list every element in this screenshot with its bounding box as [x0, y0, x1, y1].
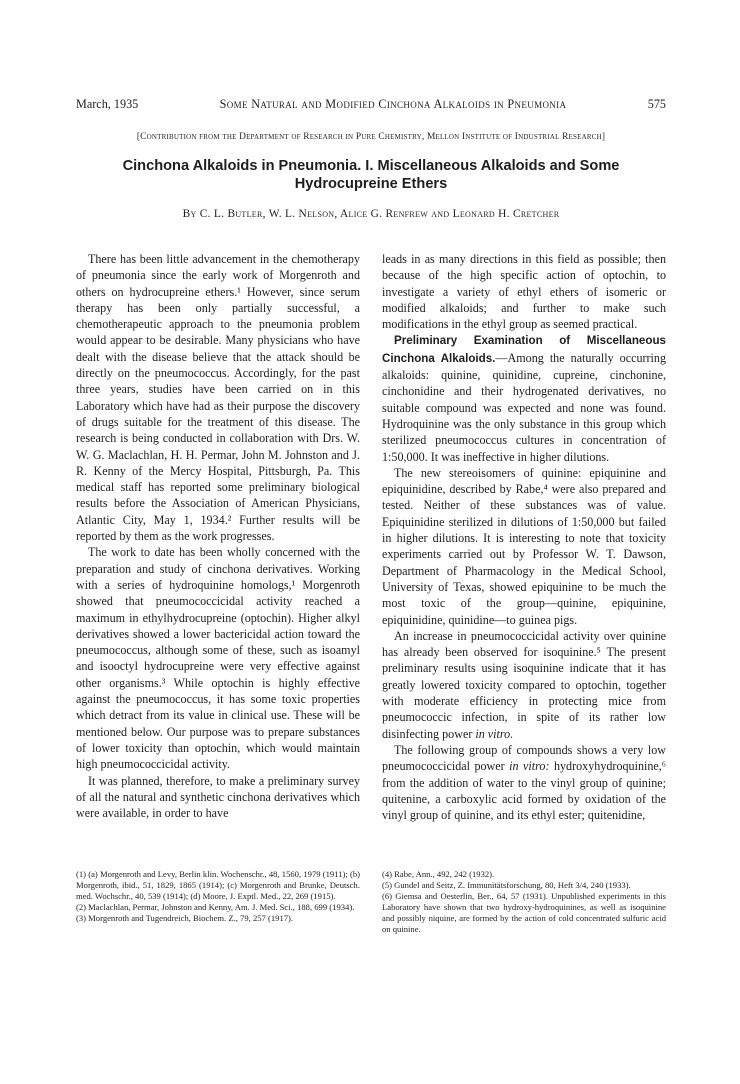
- italic-term: in vitro.: [475, 726, 514, 741]
- footnotes-right: [382, 869, 666, 934]
- section-paragraph: [382, 332, 666, 464]
- contribution-note: [Contribution from the Department of Research in Pure Chemistry, Mellon Institute of Industrial Research]: [136, 132, 606, 142]
- footnotes-left: [76, 869, 360, 924]
- section-text: —Among the naturally occurring alkaloids: quinine, quinidine, cupreine, cinchonine, cinchonidine and their hydrogenated derivatives, no suitable compound was expected and none was found. Hydroquinine was the only substance in this group which sterilized pneumococcus cultures in concentration of 1:50,000. It was ineffective in higher dilutions.: [382, 350, 667, 464]
- page-number: 575: [647, 97, 666, 111]
- section-heading: Preliminary Examination of Miscellaneous Cinchona Alkaloids.: [382, 334, 666, 365]
- author-line: By C. L. Butler, W. L. Nelson, Alice G. Renfrew and Leonard H. Cretcher: [182, 208, 560, 220]
- running-head: [76, 96, 666, 112]
- paragraph: [382, 742, 666, 823]
- paragraph: The work to date has been wholly concerned with the preparation and study of cinchona derivatives. Working with a series of hydroquinine homologs,¹ Morgenroth showed that pneumococcicidal activity reached a maximum in ethylhydrocupreine (optochin). Higher alkyl derivatives showed a lower bactericidal action toward the pneumococcus, although some of these, such as isoamyl and isooctyl hydrocupreine were very effective against other organisms.³ While optochin is highly effective against the pneumococcus, it has some toxic properties which detract from its value in clinical use. These will be mentioned below. Our purpose was to prepare substances of lower toxicity than optochin, which would maintain high pneumococcicidal activity.: [76, 545, 360, 772]
- issue-date: March, 1935: [76, 97, 139, 111]
- article-title: Cinchona Alkaloids in Pneumonia. I. Miscellaneous Alkaloids and Some Hydrocupreine Ethers: [122, 158, 620, 192]
- footnote: (2) Maclachlan, Permar, Johnston and Kenny, Am. J. Med. Sci., 188, 699 (1934).: [76, 901, 355, 912]
- paragraph-text: The following group of compounds shows a very low pneumococcicidal power: [382, 742, 666, 774]
- paragraph-continued: leads in as many directions in this field as possible; then because of the high specific action of optochin, to investigate a variety of ethyl ethers of isomeric or modified alkaloids; and further to make such modifications in the ethyl group as seemed practical.: [382, 252, 666, 332]
- italic-term: in vitro:: [509, 759, 550, 774]
- footnote: (6) Giemsa and Oesterlin, Ber., 64, 57 (1931). Unpublished experiments in this Laboratory have shown that two hydroxy-hydroquinines, as well as isoquinine and possibly niquine, are formed by the action of cold concentrated sulfuric acid on quinine.: [382, 890, 666, 934]
- paragraph-text: hydroxyhydroquinine,⁶ from the addition of water to the vinyl group of quinine; quitenine, a carboxylic acid formed by oxidation of the vinyl group of quinine, and its ethyl ester; quitenidine,: [382, 759, 667, 823]
- paragraph: [382, 628, 666, 742]
- footnote: (1) (a) Morgenroth and Levy, Berlin klin. Wochenschr., 48, 1560, 1979 (1911); (b) Morgenroth, ibid., 51, 1829, 1865 (1914); (c) Morgenroth and Brunke, Deutsch. med. Wochschr., 40, 539 (1914); (d) Moore, J. Exptl. Med., 22, 269 (1915).: [76, 869, 360, 901]
- paragraph-text: An increase in pneumococcicidal activity over quinine has already been observed for isoquinine.⁵ The present preliminary results using isoquinine indicate that it has greatly lowered toxicity compared to optochin, together with moderate efficiency in protecting mice from pneumococcic infection, in spite of its rather low disinfecting power: [382, 628, 666, 741]
- footnote: (5) Gundel and Seitz, Z. Immunitätsforschung, 80, Heft 3/4, 240 (1933).: [382, 879, 631, 890]
- running-title: Some Natural and Modified Cinchona Alkaloids in Pneumonia: [219, 97, 567, 111]
- right-column: [382, 251, 666, 823]
- left-column: [76, 251, 360, 821]
- paragraph: The new stereoisomers of quinine: epiquinine and epiquinidine, described by Rabe,⁴ were also prepared and tested. Neither of these substances was of value. Epiquinidine sterilized in dilutions of 1:50,000 but failed in higher dilutions. It is interesting to note that toxicity experiments carried out by Professor W. T. Dawson, Department of Pharmacology in the Medical School, University of Texas, showed epiquinine to be much the most toxic of the group—quinine, epiquinine, epiquinidine, quinidine—to guinea pigs.: [382, 465, 666, 627]
- journal-page: [76, 96, 667, 934]
- paragraph: It was planned, therefore, to make a preliminary survey of all the natural and synthetic cinchona derivatives which were available, in order to have: [76, 773, 360, 821]
- paragraph: There has been little advancement in the chemotherapy of pneumonia since the early work of Morgenroth and others on hydrocupreine ethers.¹ However, since serum therapy has been only partially successful, a chemotherapeutic approach to the pneumonia problem would appear to be desirable. Many physicians who have dealt with the disease believe that the attack should be directly on the pneumococcus. Accordingly, for the past three years, studies have been carried on in this Laboratory which have had as their purpose the discovery of drugs suitable for the treatment of this disease. The research is being conducted in collaboration with Drs. W. W. G. Maclachlan, H. H. Permar, John M. Johnston and J. R. Kenny of the Mercy Hospital, Pittsburgh, Pa. This medical staff has reported some preliminary biological results before the Association of American Physicians, Atlantic City, May 1, 1934.² Further results will be reported by them as the work progresses.: [76, 252, 360, 544]
- footnote: (3) Morgenroth and Tugendreich, Biochem. Z., 79, 257 (1917).: [76, 912, 294, 923]
- footnote: (4) Rabe, Ann., 492, 242 (1932).: [382, 869, 495, 879]
